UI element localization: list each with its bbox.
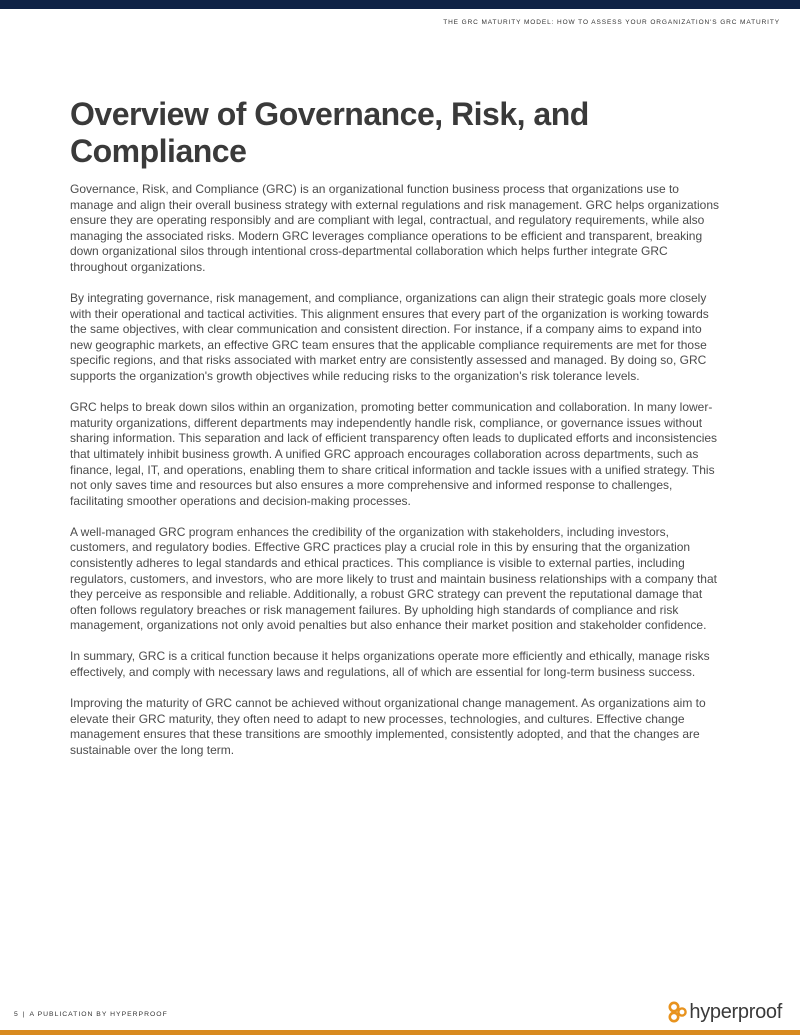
paragraph: By integrating governance, risk management, and compliance, organizations can align their strategic goals more closely with their operational and tactical activities. This alignment ensures that every part of the organization is working towards the same objectives, with clear communication and consistent direction. For instance, if a company aims to expand into new geographic markets, an effective GRC team ensures that the applicable compliance requirements are met for those specific regions, and that risks associated with market entry are consistently assessed and managed. By doing so, GRC supports the organization's growth objectives while reducing risks to the organization's risk tolerance levels. — [70, 291, 709, 384]
paragraph: Improving the maturity of GRC cannot be achieved without organizational change management. As organizations aim to elevate their GRC maturity, they often need to adapt to new processes, technologies, and cultures. Effective change management ensures that these transitions are smoothly implemented, consistently adopted, and that the changes are sustainable over the long term. — [70, 696, 706, 757]
publication-label: A PUBLICATION BY HYPERPROOF — [29, 1011, 168, 1018]
paragraph: A well-managed GRC program enhances the credibility of the organization with stakeholders, including investors, customers, and regulatory bodies. Effective GRC practices play a crucial role in this by ensuring that the organization consistently adheres to legal standards and ethical practices. This compliance is visible to external parties, including regulators, customers, and investors, who are more likely to trust and maintain business relationships with a company that they perceive as responsible and reliable. Additionally, a robust GRC strategy can prevent the reputational damage that often follows regulatory breaches or risk management failures. By upholding high standards of compliance and risk management, organizations not only avoid penalties but also enhance their market position and stakeholder confidence. — [70, 524, 717, 633]
bottom-color-bar — [0, 1030, 800, 1035]
logo-wordmark: hyperproof — [689, 1000, 782, 1023]
footer-publication-line — [14, 1011, 168, 1018]
paragraph: Governance, Risk, and Compliance (GRC) is an organizational function business process that organizations use to manage and align their overall business strategy with external regulations and risk management. GRC helps organizations ensure they are operating responsibly and are compliant with legal, contractual, and regulatory requirements, while also managing the associated risks. Modern GRC leverages compliance operations to be efficient and transparent, breaking down organizational silos through intentional cross-departmental collaboration which helps further integrate GRC throughout organizations. — [70, 182, 720, 274]
hyperproof-logo — [667, 999, 782, 1025]
paragraph: GRC helps to break down silos within an organization, promoting better communication and collaboration. In many lower-maturity organizations, different departments may independently handle risk, compliance, or governance issues without sharing information. This separation and lack of efficient transparency often leads to duplicated efforts and inconsistencies that ultimately inhibit business growth. A unified GRC approach encourages collaboration across departments, such as finance, legal, IT, and operations, enabling them to share critical information and tackle issues with a unified strategy. This not only saves time and resources but also ensures a more comprehensive and informed response to challenges, facilitating smoother operations and decision-making processes. — [70, 400, 718, 508]
paragraph: In summary, GRC is a critical function because it helps organizations operate more efficiently and ethically, manage risks effectively, and comply with necessary laws and regulations, all of which are essential for long-term business success. — [70, 649, 710, 680]
top-color-bar — [0, 0, 800, 9]
running-header: THE GRC MATURITY MODEL: HOW TO ASSESS YOUR ORGANIZATION'S GRC MATURITY — [443, 19, 780, 26]
hyperproof-logo-icon — [667, 1001, 687, 1023]
page-title: Overview of Governance, Risk, and Compliance — [70, 96, 589, 169]
page-number: 5 — [14, 1011, 19, 1018]
footer-separator: | — [22, 1011, 26, 1018]
body-text — [70, 182, 720, 774]
